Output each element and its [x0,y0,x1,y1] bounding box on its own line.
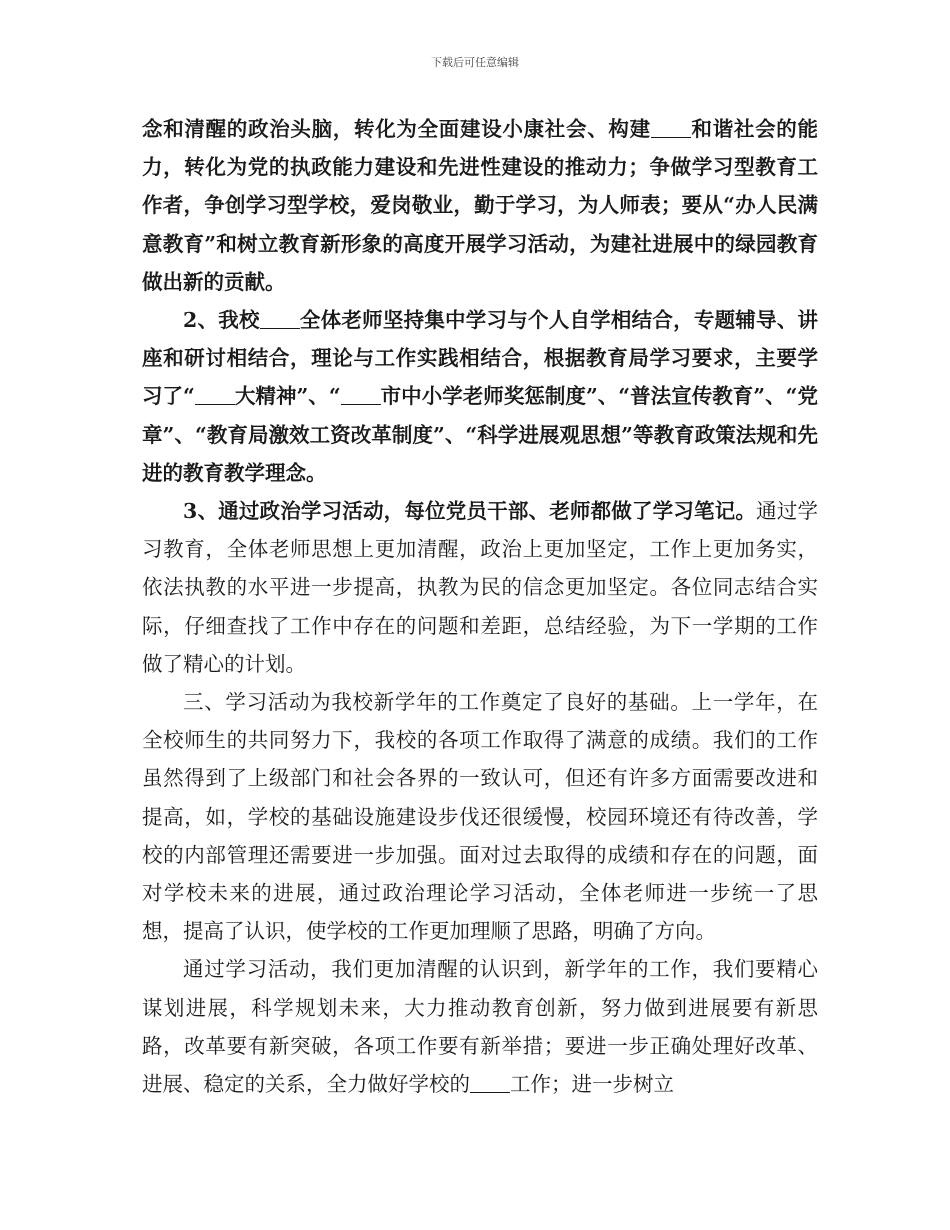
paragraph-1-text-b: 和谐社会的能力，转化为党的执政能力建设和先进性建设的推动力；争做学习型教育工作者，争创学习型学校，爱岗敬业，勤于学习，为人师表；要从“办人民满意教育”和树立教育新形象的高度开展学习活动，为建社进展中的绿园教育做出新的贡献。 [142,117,819,294]
paragraph-3 [142,492,818,683]
paragraph-4: 三、学习活动为我校新学年的工作奠定了良好的基础。上一学年，在全校师生的共同努力下，我校的各项工作取得了满意的成绩。我们的工作虽然得到了上级部门和社会各界的一致认可，但还有许多方面需要改进和提高，如，学校的基础设施建设步伐还很缓慢，校园环境还有待改善，学校的内部管理还需要进一步加强。面对过去取得的成绩和存在的问题，面对学校未来的进展，通过政治理论学习活动，全体老师进一步统一了思想，提高了认识，使学校的工作更加理顺了思路，明确了方向。 [142,690,818,944]
paragraph-5-text-b: 工作；进一步树立 [510,1072,674,1097]
fill-blank [341,384,381,406]
page-header-note: 下载后可任意编辑 [431,56,519,69]
paragraph-2 [142,301,818,492]
fill-blank [651,117,691,139]
paragraph-2-text-d: 市中小学老师奖惩制度”、“普法宣传教育”、“党章”、“教育局激效工资改革制度”、“科学进展观思想”等教育政策法规和先进的教育教学理念。 [142,384,818,485]
paragraph-2-text-a: 2、我校 [183,308,260,333]
paragraph-5-text-a: 通过学习活动，我们更加清醒的认识到，新学年的工作，我们要精心谋划进展，科学规划未来，大力推动教育创新，努力做到进展要有新思路，改革要有新突破，各项工作要有新举措；要进一步正确处理好改革、进展、稳定的关系，全力做好学校的 [142,957,818,1097]
paragraph-2-text-c: 大精神”、“ [234,384,341,409]
fill-blank [195,384,235,406]
paragraph-3-bold-lead: 3、通过政治学习活动，每位党员干部、老师都做了学习笔记。 [183,499,757,524]
fill-blank [260,308,300,330]
paragraph-1 [142,110,818,301]
paragraph-1-text-a: 念和清醒的政治头脑，转化为全面建设小康社会、构建 [142,117,651,141]
fill-blank [470,1072,510,1094]
paragraph-2-text-b: 全体老师坚持集中学习与个人自学相结合，专题辅导、讲座和研讨相结合，理论与工作实践相结合，根据教育局学习要求，主要学习了“ [142,308,819,409]
paragraph-5 [142,950,818,1103]
document-body [142,110,818,1103]
paragraph-3-text: 通过学习教育，全体老师思想上更加清醒，政治上更加坚定，工作上更加务实，依法执教的水平进一步提高，执教为民的信念更加坚定。各位同志结合实际，仔细查找了工作中存在的问题和差距，总结经验，为下一学期的工作做了精心的计划。 [142,499,819,676]
